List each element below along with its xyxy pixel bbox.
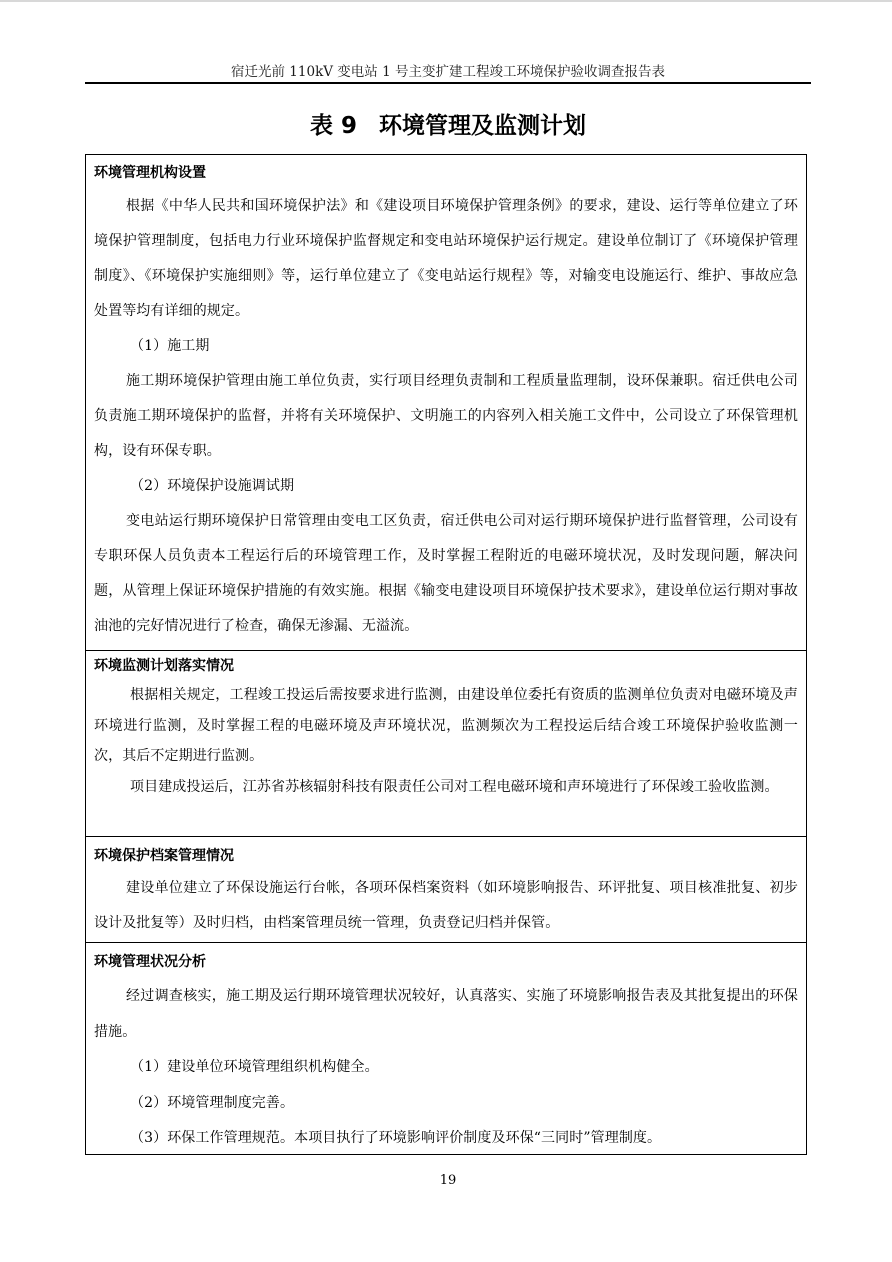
paragraph: 根据相关规定，工程竣工投运后需按要求进行监测，由建设单位委托有资质的监测单位负责对电磁环境及声环境进行监测，及时掌握工程的电磁环境及声环境状况，监测频次为工程投运后结合竣工环境保护验收监测一次，其后不定期进行监测。 xyxy=(94,687,798,764)
section-heading: 环境管理状况分析 xyxy=(94,954,206,970)
paragraph: 根据《中华人民共和国环境保护法》和《建设项目环境保护管理条例》的要求，建设、运行等单位建立了环境保护管理制度，包括电力行业环境保护监督规定和变电站环境保护运行规定。建设单位制订了《环境保护管理制度》、《环境保护实施细则》等，运行单位建立了《变电站运行规程》等，对输变电设施运行、维护、事故应急处置等均有详细的规定。 xyxy=(94,198,798,319)
list-item: （2）环境管理制度完善。 xyxy=(130,1094,295,1111)
environment-management-table xyxy=(85,154,807,1155)
list-item: （3）环保工作管理规范。本项目执行了环境影响评价制度及环保“三同时”管理制度。 xyxy=(130,1130,662,1146)
paragraph: 项目建成投运后，江苏省苏核辐射科技有限责任公司对工程电磁环境和声环境进行了环保竣工验收监测。 xyxy=(130,778,779,795)
page-title xyxy=(85,108,811,144)
section-heading: 环境管理机构设置 xyxy=(94,165,206,181)
section-heading: 环境保护档案管理情况 xyxy=(94,848,234,864)
list-item: （1）建设单位环境管理组织机构健全。 xyxy=(130,1059,379,1075)
subheading-construction-period: （1）施工期 xyxy=(130,338,210,354)
paragraph: 施工期环境保护管理由施工单位负责，实行项目经理负责制和工程质量监理制，设环保兼职。宿迁供电公司负责施工期环境保护的监督，并将有关环境保护、文明施工的内容列入相关施工文件中，公司设立了环保管理机构，设有环保专职。 xyxy=(94,373,798,459)
paragraph: 建设单位建立了环保设施运行台帐，各项环保档案资料（如环境影响报告、环评批复、项目核准批复、初步设计及批复等）及时归档，由档案管理员统一管理，负责登记归档并保管。 xyxy=(94,880,798,931)
section-management-analysis xyxy=(86,942,806,1154)
section-heading: 环境监测计划落实情况 xyxy=(94,658,234,674)
top-border-rule xyxy=(0,0,892,2)
running-header: 宿迁光前 110kV 变电站 1 号主变扩建工程竣工环境保护验收调查报告表 xyxy=(231,64,665,80)
table-title-text: 环境管理及监测计划 xyxy=(379,113,586,139)
section-archive-management xyxy=(86,836,806,942)
section-management-organization xyxy=(86,155,806,650)
paragraph: 变电站运行期环境保护日常管理由变电工区负责，宿迁供电公司对运行期环境保护进行监督管理，公司设有专职环保人员负责本工程运行后的环境管理工作，及时掌握工程附近的电磁环境状况，及时发现问题，解决问题，从管理上保证环境保护措施的有效实施。根据《输变电建设项目环境保护技术要求》，建设单位运行期对事故油池的完好情况进行了检查，确保无渗漏、无溢流。 xyxy=(94,513,798,634)
subheading-commissioning-period: （2）环境保护设施调试期 xyxy=(130,478,295,494)
page-number: 19 xyxy=(439,1173,457,1188)
table-number: 表 9 xyxy=(309,113,357,139)
section-monitoring-plan xyxy=(86,650,806,836)
paragraph: 经过调查核实，施工期及运行期环境管理状况较好，认真落实、实施了环境影响报告表及其批复提出的环保措施。 xyxy=(94,988,798,1040)
header-rule xyxy=(85,82,811,84)
